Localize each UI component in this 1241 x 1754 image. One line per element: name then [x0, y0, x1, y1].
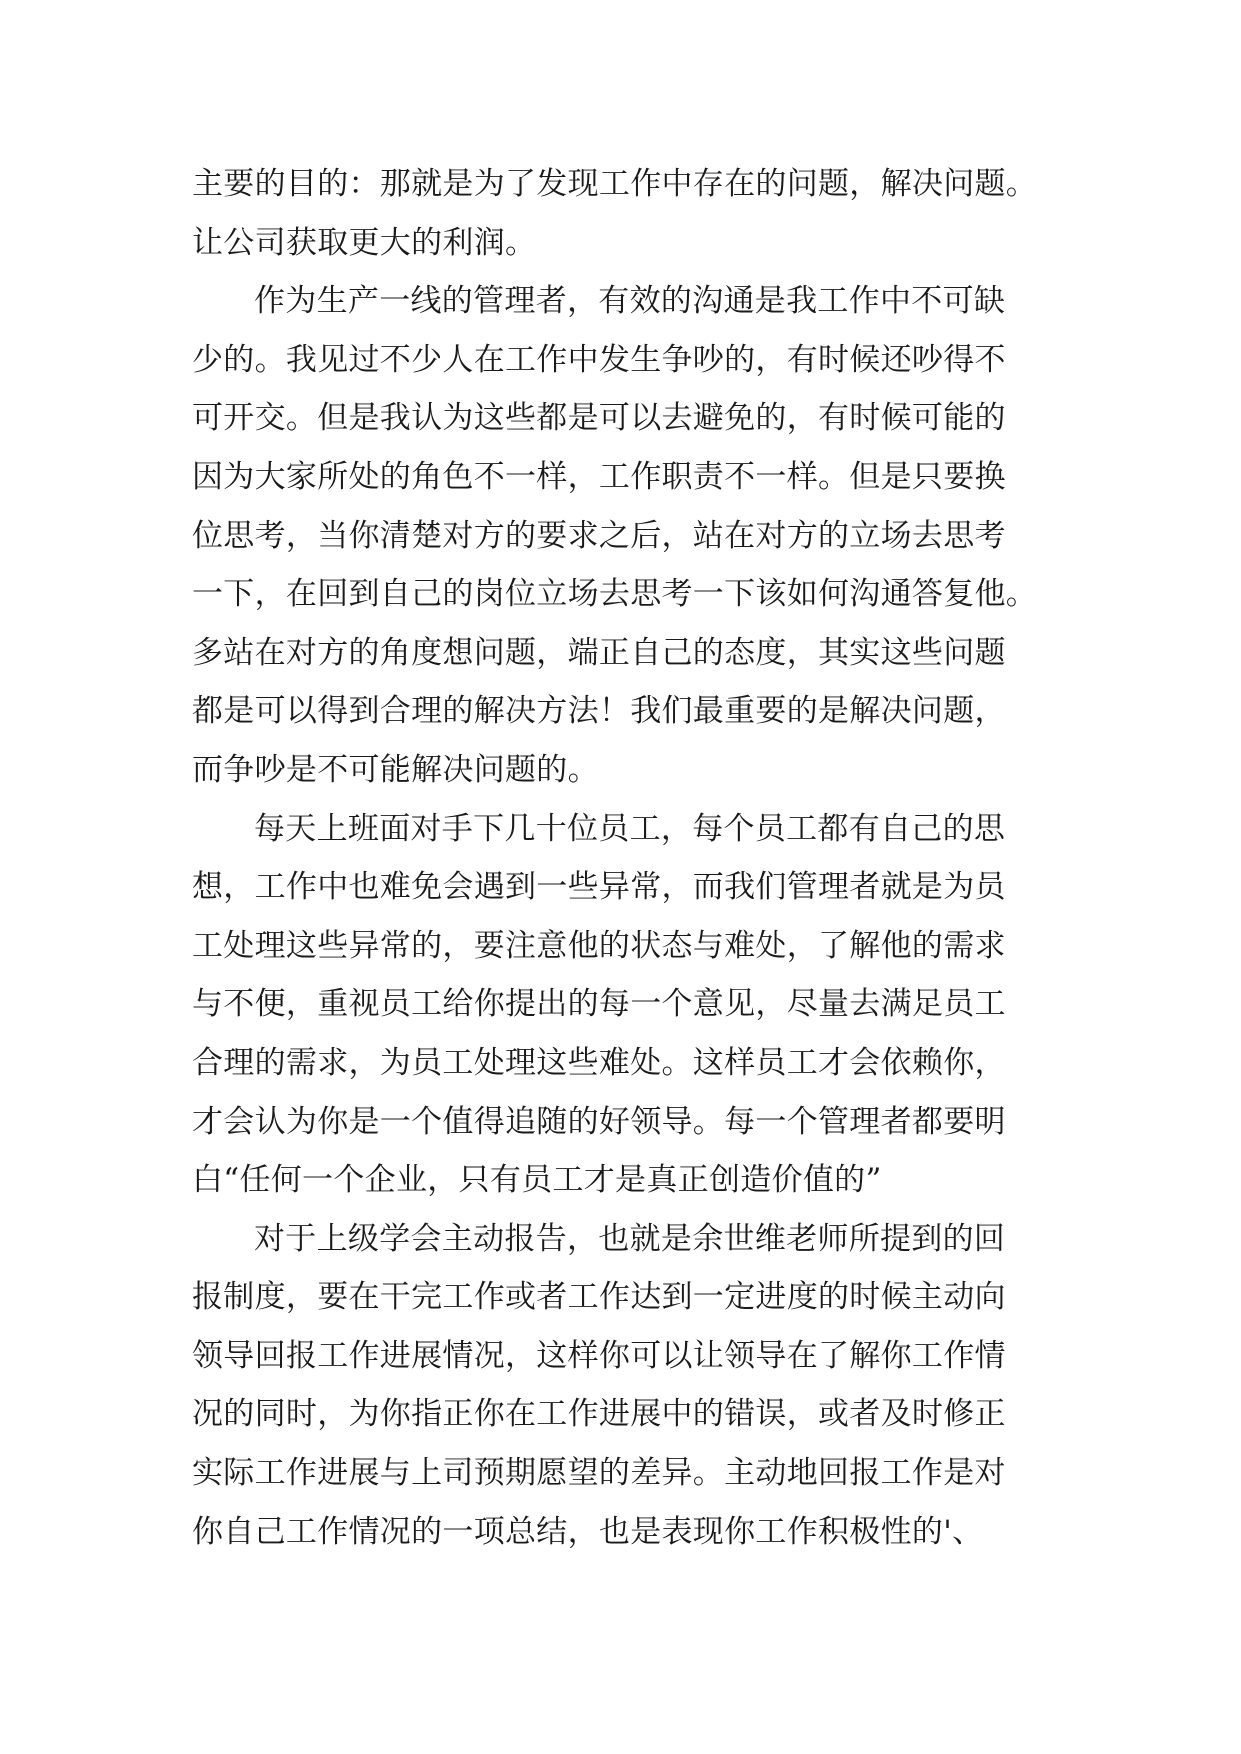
- paragraph-start-line: 每天上班面对手下几十位员工，每个员工都有自己的思: [254, 810, 1006, 847]
- text-line: 想，工作中也难免会遇到一些异常，而我们管理者就是为员: [192, 869, 1006, 906]
- text-line: 白“任何一个企业，只有员工才是真正创造价值的”: [192, 1162, 882, 1199]
- text-line: 合理的需求，为员工处理这些难处。这样员工才会依赖你，: [192, 1044, 1006, 1081]
- paragraph-start-line: 对于上级学会主动报告，也就是余世维老师所提到的回: [254, 1220, 1006, 1257]
- text-line: 与不便，重视员工给你提出的每一个意见，尽量去满足员工: [192, 986, 1006, 1023]
- text-line: 主要的目的：那就是为了发现工作中存在的问题，解决问题。: [192, 166, 1038, 202]
- paragraph-start-line: 作为生产一线的管理者，有效的沟通是我工作中不可缺: [254, 283, 1006, 320]
- text-line: 工处理这些异常的，要注意他的状态与难处，了解他的需求: [192, 927, 1006, 964]
- text-line: 才会认为你是一个值得追随的好领导。每一个管理者都要明: [192, 1103, 1006, 1140]
- text-line: 都是可以得到合理的解决方法！我们最重要的是解决问题，: [192, 693, 1006, 730]
- text-line: 你自己工作情况的一项总结，也是表现你工作积极性的'、: [192, 1513, 984, 1550]
- text-line: 况的同时，为你指正你在工作进展中的错误，或者及时修正: [192, 1396, 1006, 1433]
- text-line: 一下，在回到自己的岗位立场去思考一下该如何沟通答复他。: [192, 576, 1038, 613]
- text-line: 实际工作进展与上司预期愿望的差异。主动地回报工作是对: [192, 1455, 1006, 1492]
- text-line: 因为大家所处的角色不一样，工作职责不一样。但是只要换: [192, 458, 1006, 495]
- text-line: 报制度，要在干完工作或者工作达到一定进度的时候主动向: [192, 1279, 1006, 1316]
- text-line: 可开交。但是我认为这些都是可以去避免的，有时候可能的: [192, 400, 1006, 437]
- text-line: 而争吵是不可能解决问题的。: [192, 751, 599, 788]
- document-body: [192, 155, 1062, 1561]
- text-line: 领导回报工作进展情况，这样你可以让领导在了解你工作情: [192, 1337, 1006, 1374]
- text-line: 位思考，当你清楚对方的要求之后，站在对方的立场去思考: [192, 517, 1006, 554]
- text-line: 少的。我见过不少人在工作中发生争吵的，有时候还吵得不: [192, 341, 1006, 378]
- text-line: 多站在对方的角度想问题，端正自己的态度，其实这些问题: [192, 634, 1006, 671]
- text-line: 让公司获取更大的利润。: [192, 224, 537, 261]
